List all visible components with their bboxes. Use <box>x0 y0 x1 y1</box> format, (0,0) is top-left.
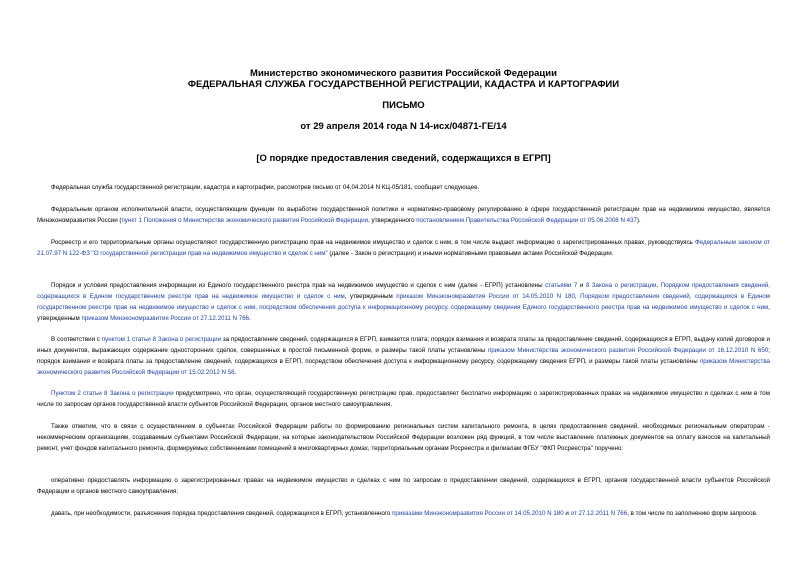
text-span: , утвержденного <box>368 217 417 224</box>
text-span: , <box>574 293 581 300</box>
text-span: . <box>234 369 237 376</box>
text-span: , утвержденным <box>37 304 770 322</box>
ministry-title: Министерство экономического развития Российской Федерации <box>250 68 557 79</box>
link-procedure-access[interactable]: Порядком предоставления сведений, содержащихся в Едином государственном реестре прав на недвижимое имущество и сделок с ним, посредством обеспечения доступа к информационному ресурсу, содержащему сведения Единого государственного реестра прав на недвижимое имущество и сделок с ним <box>37 293 770 311</box>
paragraph-4 <box>37 280 770 324</box>
paragraph-2 <box>37 204 770 226</box>
paragraph-1: Федеральная служба государственной регистрации, кадастра и картографии, рассмотрев письмо от 04.04.2014 N КЦ-05/181, сообщает следующее. <box>51 184 480 191</box>
link-article-8[interactable]: 8 Закона о регистрации <box>585 282 657 289</box>
text-span: , в том числе по заполнению форм запросов. <box>627 510 758 517</box>
paragraph-6 <box>37 388 770 410</box>
link-federal-law-122[interactable]: Федеральным законом от 21.07.97 N 122-ФЗ "О государственной регистрации прав на недвижимое имущество и сделок с ним" <box>37 239 770 257</box>
text-span: . <box>249 315 251 322</box>
link-article-8-point-2[interactable]: Пунктом 2 статьи 8 Закона о регистрации <box>51 390 174 397</box>
text-span: (далее - Закон о регистрации) и иными нормативными правовыми актами Российской Федерации. <box>327 250 614 257</box>
text-span: Росреестр и его территориальные органы осуществляют государственную регистрацию прав на недвижимое имущество и сделок с ним, в том числе выдают информацию о зарегистрированных правах, руководствуясь <box>51 239 695 246</box>
text-span: , <box>656 282 661 289</box>
document-date-number: от 29 апреля 2014 года N 14-исх/04871-ГЕ/14 <box>300 121 507 132</box>
document-subject: [О порядке предоставления сведений, содержащихся в ЕГРП] <box>256 153 551 164</box>
text-span: Федеральным органом исполнительной власти, осуществляющим функции по выработке государственной политики и нормативно-правовому регулированию в сфере государственной регистрации прав на недвижимое имущество, является Минэкономразвития России ( <box>37 206 770 224</box>
link-order-766[interactable]: приказом Минэкономразвития России от 27.12.2011 N 766 <box>81 315 250 322</box>
text-span: ). <box>636 217 641 224</box>
link-government-decree[interactable]: постановлением Правительства Российской Федерации от 05.06.2008 N 437 <box>416 217 637 224</box>
link-ministry-regulation[interactable]: пункт 1 Положения о Министерстве экономического развития Российской Федерации <box>121 217 369 224</box>
text-span: В соответствии с <box>51 336 102 343</box>
text-span: за предоставление сведений, содержащихся в ЕГРП, взимается плата; порядок взимания и возврата платы за предоставление сведений, содержащихся в ЕГРП, выдачу копий договоров и иных документов, выражающих содержание односторонних сделок, совершенных в простой письменной форме, и размеры такой платы установлены <box>37 336 771 354</box>
text-span: и <box>577 282 586 289</box>
link-orders-766[interactable]: от 27.12.2011 N 766 <box>570 510 628 517</box>
link-article-8-point-1[interactable]: пунктом 1 статьи 8 Закона о регистрации <box>101 336 222 343</box>
link-orders-180[interactable]: приказами Минэкономразвития России от 14.05.2010 N 180 <box>392 510 564 517</box>
text-span: предусмотрено, что орган, осуществляющий государственную регистрацию прав, предоставляет бесплатно информацию о зарегистрированных правах на недвижимое имущество и сделках с ним в том числе по запросам органов государственной власти субъектов Российской Федерации, органов местного самоуправления. <box>37 390 770 408</box>
paragraph-7: Также отметим, что в связи с осуществлением в субъектах Российской Федерации работы по формированию региональных систем капитального ремонта, в целях предоставления сведений, необходимых региональным операторам - некоммерческим организациям, создаваемым субъектами Российской Федерации, на которые законодательством Российской Федерации возложен ряд функций, в том числе выставление платежных документов на оплату взносов на капитальный ремонт, учет фондов капитального ремонта, формируемых собственниками помещений в многоквартирных домах, территориальным органам Росреестра и филиалам ФГБУ "ФКП Росреестра" поручено: <box>37 423 770 452</box>
paragraph-5 <box>37 334 770 378</box>
paragraph-3 <box>37 237 770 259</box>
text-span: давать, при необходимости, разъяснения порядка предоставления сведений, содержащихся в ЕГРП, установленного <box>51 510 393 517</box>
text-span: Порядок и условия предоставления информации из Единого государственного реестра прав на недвижимое имущество и сделок с ним (далее - ЕГРП) установлены <box>51 282 546 289</box>
text-span: и <box>563 510 571 517</box>
link-order-650[interactable]: приказом Министерства экономического развития Российской Федерации от 16.12.2010 N 650 <box>487 347 769 354</box>
link-order-180[interactable]: приказом Минэкономразвития России от 14.05.2010 N 180 <box>396 293 575 300</box>
link-order-58[interactable]: приказом Министерства экономического развития Российской Федерации от 15.02.2012 N 58 <box>37 358 770 376</box>
text-span: ; порядок взимания и возврата платы за предоставление сведений, содержащихся в ЕГРП, посредством обеспечения доступа к информационному ресурсу, содержащему сведения ЕГРП, и размеры такой платы установлены <box>37 347 770 365</box>
link-article-7[interactable]: статьями 7 <box>545 282 578 289</box>
paragraph-9 <box>37 508 770 519</box>
text-span: , утвержденным <box>344 293 397 300</box>
paragraph-8: оперативно предоставлять информацию о зарегистрированных правах на недвижимое имущество и сделках с ним по запросам о предоставлении сведений, содержащихся в ЕГРП, органов государственной власти субъектов Российской Федерации и органов местного самоуправления; <box>37 477 770 495</box>
document-type: ПИСЬМО <box>382 100 425 111</box>
service-title: ФЕДЕРАЛЬНАЯ СЛУЖБА ГОСУДАРСТВЕННОЙ РЕГИСТРАЦИИ, КАДАСТРА И КАРТОГРАФИИ <box>187 79 620 90</box>
link-procedure-egrp[interactable]: Порядком предоставления сведений, содержащихся в Едином государственном реестре прав на недвижимое имущество и сделок с ним <box>37 282 770 300</box>
